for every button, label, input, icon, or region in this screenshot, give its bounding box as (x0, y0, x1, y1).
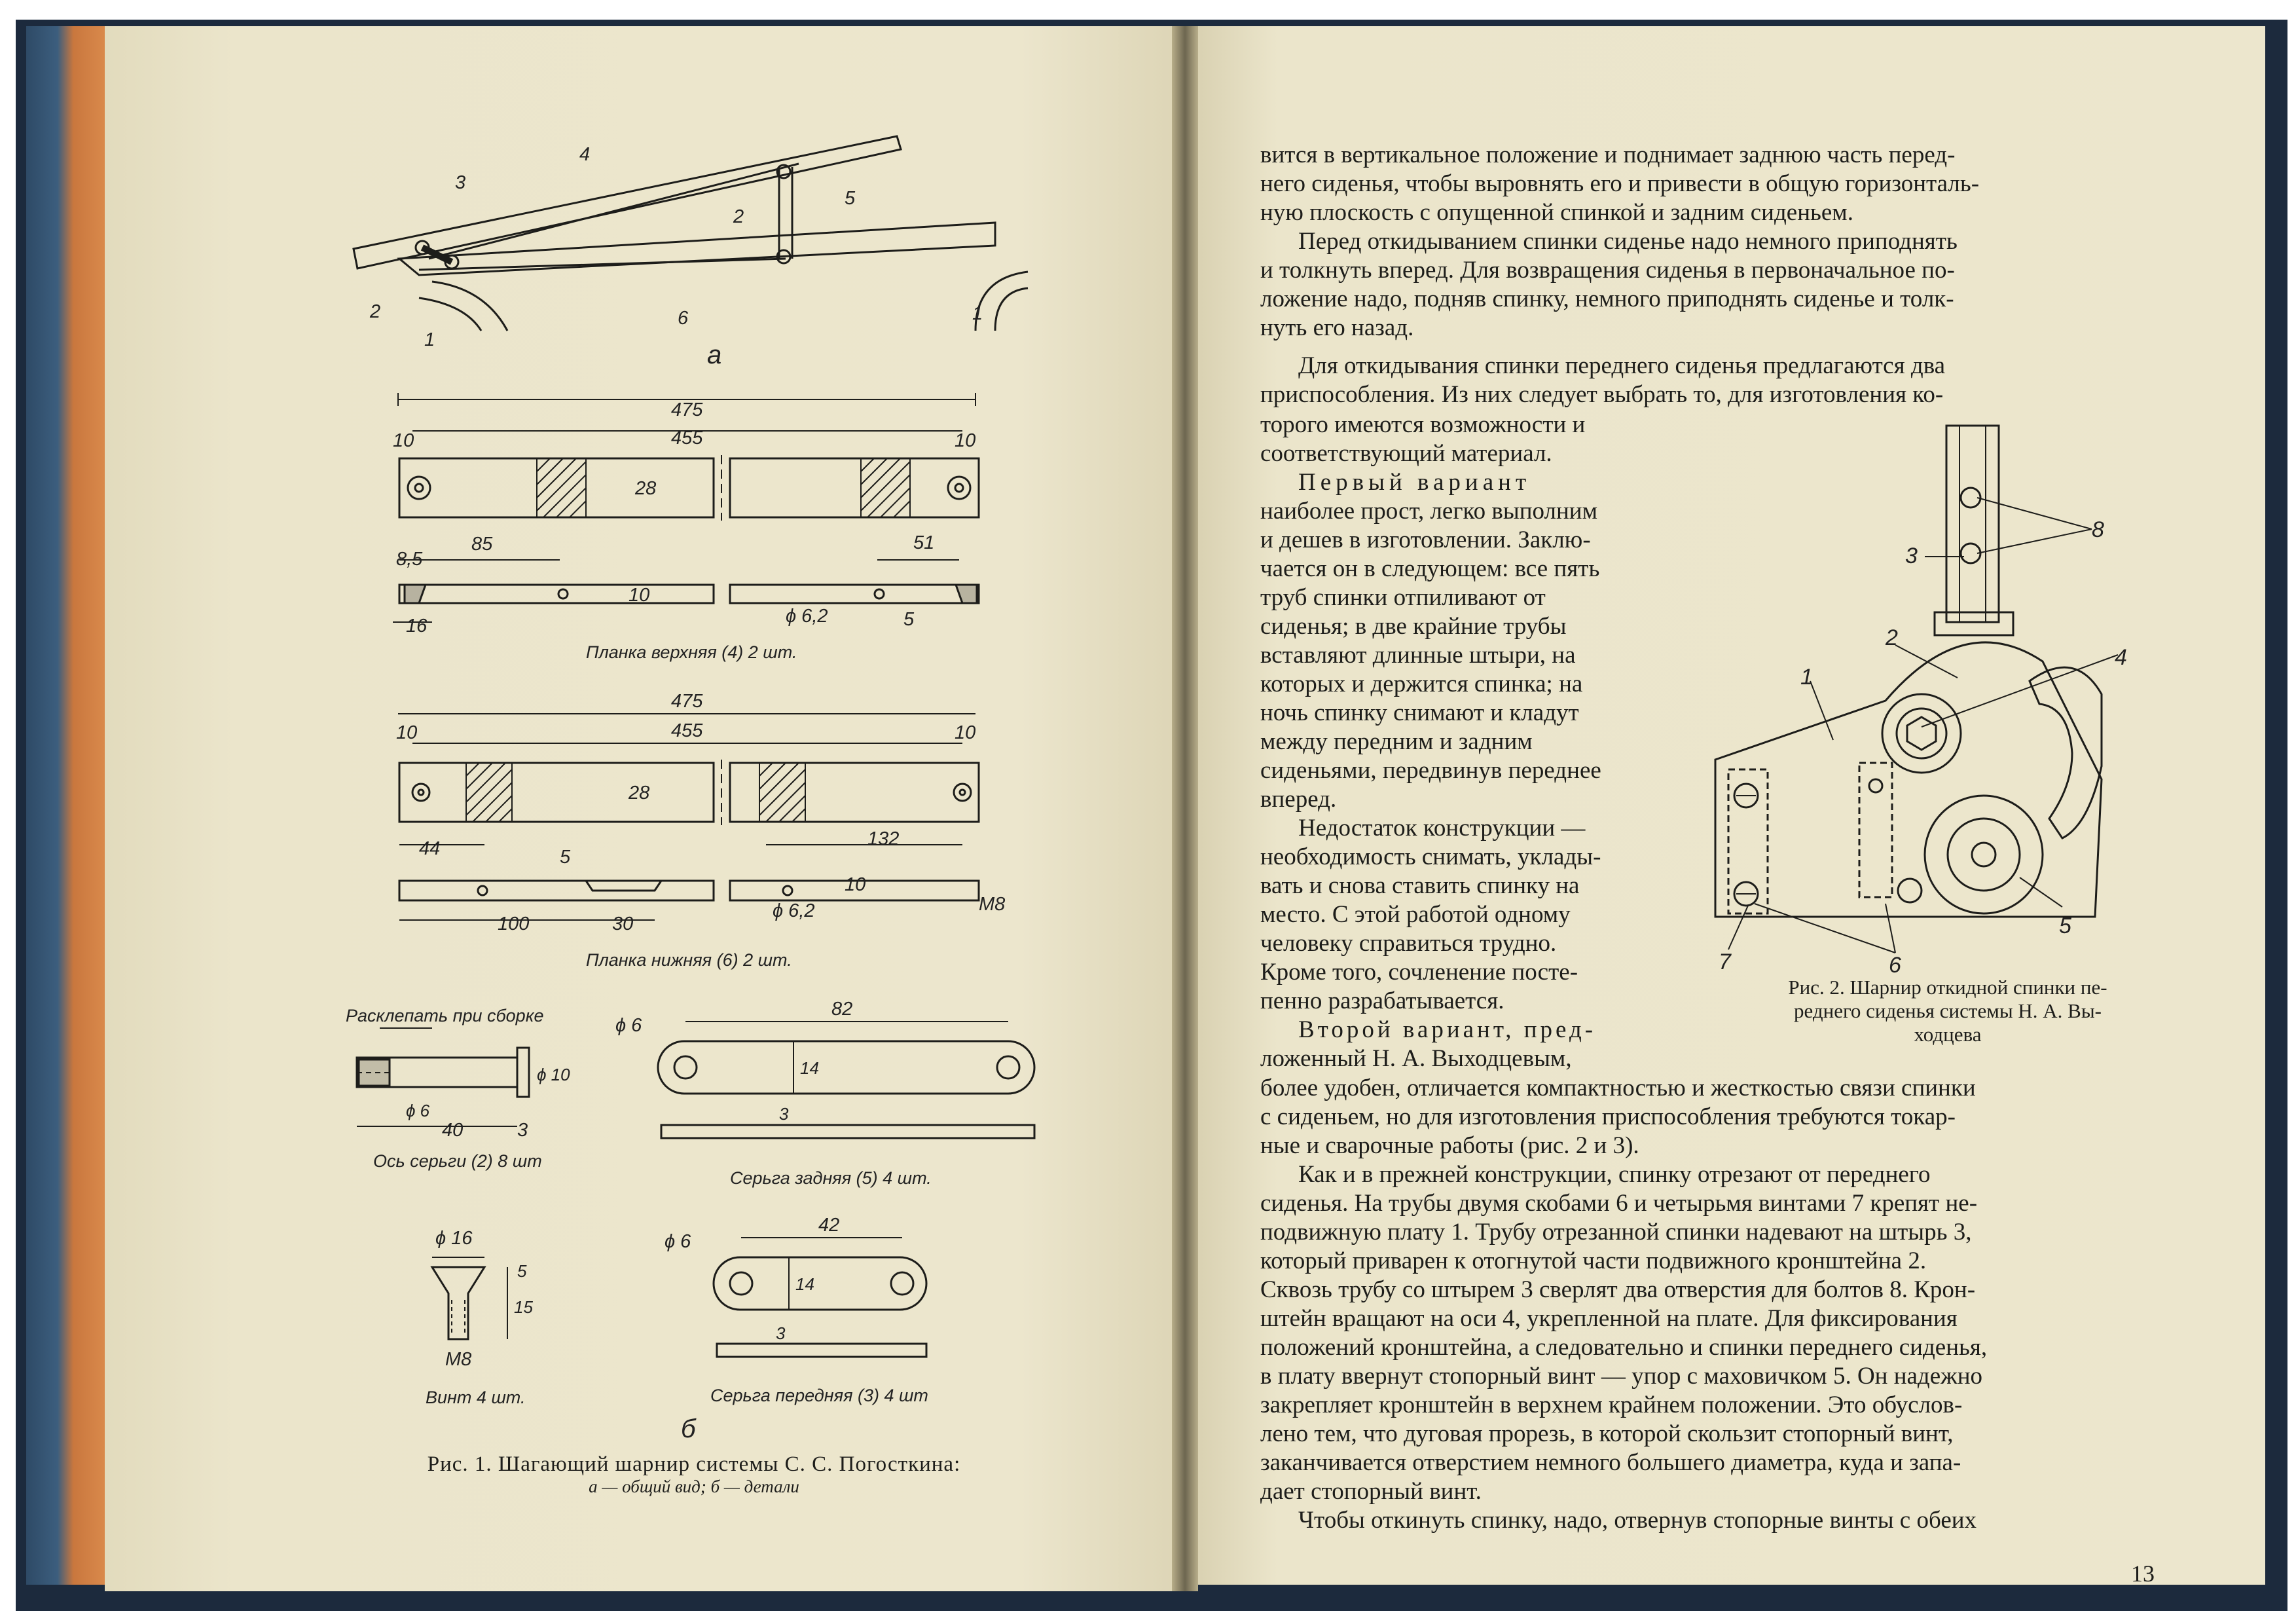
fig-a-label-3: 3 (455, 172, 466, 193)
upper-dim-85: 85 (471, 534, 493, 555)
text-line: сиденья. На трубы двумя скобами 6 и четырьмя винтами 7 крепят не- (1260, 1190, 1978, 1217)
lower-dim-30: 30 (612, 913, 634, 934)
text-line: Перед откидыванием спинки сиденье надо немного приподнять (1298, 228, 1958, 255)
fig-a-letter: а (707, 341, 722, 369)
text-line: лено тем, что дуговая прорезь, в которой скользит стопорный винт, (1260, 1420, 1954, 1447)
upper-dim-10-thick: 10 (629, 585, 650, 606)
lower-dim-5: 5 (560, 847, 571, 868)
text-line: ложение надо, подняв спинку, немного приподнять сиденье и толк- (1260, 286, 1954, 312)
lower-dim-455: 455 (671, 720, 703, 741)
text-line: между передним и задним (1260, 728, 1533, 755)
text-line: дает стопорный винт. (1260, 1478, 1482, 1505)
screw-caption: Винт 4 шт. (426, 1388, 526, 1407)
figure-1-caption-line2: а — общий вид; б — детали (589, 1477, 799, 1496)
right-page-paragraph-1 (1260, 141, 2157, 409)
upper-plank-caption: Планка верхняя (4) 2 шт. (586, 642, 797, 662)
figure-2-caption (1735, 976, 2160, 1046)
rear-link-dim-82: 82 (831, 999, 853, 1020)
text-line: подвижную плату 1. Трубу отрезанной спинки надевают на штырь 3, (1260, 1219, 1972, 1246)
text-line: Второй вариант, пред- (1298, 1016, 1597, 1043)
front-link-drawing (714, 1238, 926, 1357)
text-line: вперед. (1260, 786, 1337, 813)
text-line: ложенный Н. А. Выходцевым, (1260, 1045, 1572, 1072)
lower-dim-44: 44 (419, 838, 441, 859)
text-line: наиболее прост, легко выполним (1260, 498, 1597, 525)
figure-2-caption-line: Рис. 2. Шарнир откидной спинки пе- (1788, 976, 2107, 999)
fig2-label-1: 1 (1800, 665, 1813, 690)
rear-link-dim-hole: ϕ 6 (615, 1015, 642, 1036)
fig2-label-5: 5 (2059, 913, 2071, 938)
figure-1-caption (367, 1452, 1021, 1497)
text-line: Сквозь трубу со штырем 3 сверлят два отверстия для болтов 8. Крон- (1260, 1276, 1976, 1303)
fig2-label-4: 4 (2115, 645, 2127, 670)
front-link-dim-3: 3 (776, 1323, 786, 1343)
text-line: вится в вертикальное положение и поднимает заднюю часть перед- (1260, 141, 1956, 168)
fig-a-label-2a: 2 (733, 206, 744, 227)
lower-dim-28: 28 (629, 783, 650, 803)
fig2-label-2: 2 (1886, 625, 1898, 650)
figure-2-caption-line: реднего сиденья системы Н. А. Вы- (1794, 999, 2102, 1022)
fig2-label-7: 7 (1719, 950, 1731, 974)
text-line: Первый вариант (1298, 469, 1531, 496)
lower-dim-10-left: 10 (396, 722, 418, 743)
fig2-label-3: 3 (1905, 544, 1918, 568)
text-line: штейн вращают на оси 4, укрепленной на плате. Для фиксирования (1260, 1305, 1958, 1332)
rear-link-drawing (658, 1022, 1034, 1138)
fig-a-label-2b: 2 (370, 301, 381, 322)
text-line: пенно разрабатывается. (1260, 987, 1504, 1014)
axle-dim-3: 3 (517, 1120, 528, 1141)
text-line: которых и держится спинка; на (1260, 671, 1583, 697)
upper-dim-10-left: 10 (393, 430, 414, 451)
front-link-caption: Серьга передняя (3) 4 шт (710, 1386, 928, 1405)
text-line: и толкнуть вперед. Для возвращения сиденья в первоначальное по- (1260, 257, 1955, 284)
rear-link-dim-14: 14 (800, 1058, 819, 1078)
upper-dim-455: 455 (671, 428, 703, 449)
screw-drawing (432, 1257, 507, 1339)
text-line: необходимость снимать, уклады- (1260, 843, 1601, 870)
axle-caption: Ось серьги (2) 8 шт (373, 1151, 542, 1171)
text-line: нуть его назад. (1260, 314, 1414, 341)
text-line: торого имеются возможности и (1260, 411, 1586, 438)
axle-dim-d6: ϕ 6 (406, 1101, 430, 1120)
figure-2-caption-line: ходцева (1914, 1023, 1982, 1046)
axle-dim-40: 40 (442, 1120, 464, 1141)
front-link-dim-42: 42 (818, 1215, 840, 1236)
axle-dim-d10: ϕ 10 (537, 1065, 570, 1084)
right-page-column-text (1260, 411, 1719, 1073)
text-line: положений кронштейна, а следовательно и спинки переднего сиденья, (1260, 1334, 1988, 1361)
text-line: Кроме того, сочленение посте- (1260, 959, 1578, 986)
upper-dim-475: 475 (671, 399, 703, 420)
text-line: Чтобы откинуть спинку, надо, отвернув стопорные винты с обеих (1298, 1507, 1977, 1534)
text-line: человеку справиться трудно. (1260, 930, 1557, 957)
text-line: заканчивается отверстием немного большего диаметра, куда и запа- (1260, 1449, 1961, 1476)
screw-dim-15: 15 (514, 1297, 533, 1317)
screw-dim-m8: M8 (445, 1349, 472, 1370)
axle-drawing (357, 1028, 529, 1126)
lower-dim-10-right: 10 (955, 722, 976, 743)
figure-1a-general-view (354, 136, 1028, 331)
text-line: в плату ввернут стопорный винт — упор с маховичком 5. Он надежно (1260, 1363, 1983, 1390)
upper-dim-hole: ϕ 6,2 (786, 606, 828, 627)
fig2-label-6: 6 (1889, 953, 1901, 978)
text-line: закрепляет кронштейн в верхнем крайнем положении. Это обуслов- (1260, 1392, 1963, 1418)
lower-dim-475: 475 (671, 691, 703, 712)
text-line: более удобен, отличается компактностью и жесткостью связи спинки (1260, 1075, 1976, 1101)
lower-dim-10: 10 (845, 874, 866, 895)
text-line: с сиденьем, но для изготовления приспособления требуются токар- (1260, 1103, 1956, 1130)
fig-a-label-4: 4 (579, 144, 591, 165)
text-line: место. С этой работой одному (1260, 901, 1571, 928)
text-line: ночь спинку снимают и кладут (1260, 699, 1579, 726)
upper-dim-51: 51 (913, 532, 935, 553)
text-line: Недостаток конструкции — (1298, 815, 1586, 841)
text-line: сиденья; в две крайние трубы (1260, 613, 1567, 640)
text-line: приспособления. Из них следует выбрать то, для изготовления ко- (1260, 381, 1944, 408)
text-line: него сиденья, чтобы выровнять его и привести в общую горизонталь- (1260, 170, 1980, 197)
text-line: Как и в прежней конструкции, спинку отрезают от переднего (1298, 1161, 1931, 1188)
screw-dim-d16: ϕ 16 (435, 1228, 473, 1249)
fig-a-label-6: 6 (678, 308, 689, 329)
lower-dim-100: 100 (498, 913, 530, 934)
figure-2-hinge-drawing (1715, 426, 2118, 953)
rear-link-caption: Серьга задняя (5) 4 шт. (730, 1168, 932, 1188)
text-line: ную плоскость с опущенной спинкой и задним сиденьем. (1260, 199, 1853, 226)
text-line: Для откидывания спинки переднего сиденья предлагаются два (1298, 352, 1946, 379)
lower-dim-132: 132 (867, 828, 900, 849)
lower-plank-drawing (398, 714, 979, 920)
text-line: вставляют длинные штыри, на (1260, 642, 1576, 669)
front-link-dim-14: 14 (795, 1274, 814, 1294)
fig-a-label-1a: 1 (424, 329, 435, 350)
page-number: 13 (2131, 1560, 2155, 1587)
upper-dim-28: 28 (635, 478, 657, 499)
axle-note: Расклепать при сборке (346, 1006, 544, 1025)
lower-dim-hole: ϕ 6,2 (773, 900, 815, 921)
text-line: вать и снова ставить спинку на (1260, 872, 1580, 899)
fig-b-letter: б (681, 1414, 696, 1443)
upper-dim-10-right: 10 (955, 430, 976, 451)
text-line: который приварен к отогнутой части подвижного кронштейна 2. (1260, 1247, 1927, 1274)
text-line: чается он в следующем: все пять (1260, 555, 1600, 582)
right-page-paragraph-2 (1260, 1074, 2157, 1535)
figure-1-caption-line1: Рис. 1. Шагающий шарнир системы С. С. Погосткина: (427, 1452, 961, 1476)
upper-dim-16: 16 (406, 616, 428, 637)
upper-dim-8-5: 8,5 (396, 549, 423, 570)
text-line: труб спинки отпиливают от (1260, 584, 1546, 611)
upper-dim-5: 5 (903, 609, 915, 630)
fig-a-label-5: 5 (845, 188, 856, 209)
fig-a-label-1b: 1 (972, 303, 983, 324)
text-line: сиденьями, передвинув переднее (1260, 757, 1601, 784)
lower-plank-caption: Планка нижняя (6) 2 шт. (586, 950, 792, 970)
text-line: ные и сварочные работы (рис. 2 и 3). (1260, 1132, 1639, 1159)
lower-dim-m8: M8 (979, 894, 1006, 915)
screw-dim-5: 5 (517, 1261, 527, 1281)
text-line: и дешев в изготовлении. Заклю- (1260, 526, 1591, 553)
fig2-label-8: 8 (2092, 517, 2104, 542)
rear-link-dim-3: 3 (779, 1104, 789, 1124)
front-link-dim-hole: ϕ 6 (665, 1231, 691, 1252)
text-line: соответствующий материал. (1260, 440, 1552, 467)
